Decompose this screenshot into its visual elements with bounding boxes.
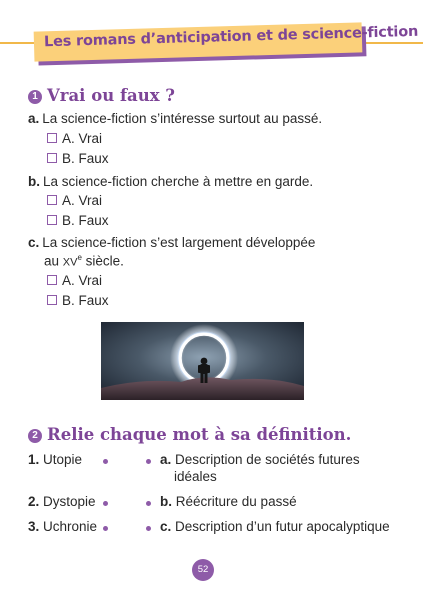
checkbox-icon[interactable] (47, 195, 57, 205)
match-dot-left-2[interactable] (103, 501, 108, 506)
astronaut-illustration (101, 322, 304, 400)
section2-heading (28, 425, 351, 444)
question-b: b. La science-fiction cherche à mettre en garde. (28, 174, 314, 189)
page-number: 52 (192, 559, 214, 581)
word-dystopie: 2. Dystopie (28, 494, 96, 509)
section1-heading (28, 86, 175, 105)
section-number-badge: 2 (28, 429, 42, 443)
section2-title: Relie chaque mot à sa définition. (47, 425, 352, 444)
question-a: a. La science-fiction s’intéresse surtout au passé. (28, 111, 323, 126)
checkbox-icon[interactable] (47, 295, 57, 305)
option-a-vrai[interactable]: A. Vrai (47, 131, 102, 146)
checkbox-icon[interactable] (47, 133, 57, 143)
option-b-faux[interactable]: B. Faux (47, 213, 109, 228)
section1-title: Vrai ou faux ? (47, 86, 175, 105)
word-uchronie: 3. Uchronie (28, 519, 98, 534)
option-c-vrai[interactable]: A. Vrai (47, 273, 102, 288)
page-title: Les romans d’anticipation et de science-fiction (43, 23, 419, 51)
option-b-vrai[interactable]: A. Vrai (47, 193, 102, 208)
option-a-faux[interactable]: B. Faux (47, 151, 109, 166)
definition-b: b. Réécriture du passé (160, 494, 297, 509)
question-c-line2: au XVe siècle. (44, 253, 124, 269)
checkbox-icon[interactable] (47, 275, 57, 285)
match-dot-right-c[interactable] (146, 526, 151, 531)
match-dot-right-b[interactable] (146, 501, 151, 506)
match-dot-left-3[interactable] (103, 526, 108, 531)
definition-c: c. Description d’un futur apocalyptique (160, 519, 390, 534)
checkbox-icon[interactable] (47, 215, 57, 225)
section-number-badge: 1 (28, 90, 42, 104)
checkbox-icon[interactable] (47, 153, 57, 163)
definition-a: a. Description de sociétés futures (160, 452, 360, 467)
option-c-faux[interactable]: B. Faux (47, 293, 109, 308)
question-c: c. La science-fiction s’est largement développée (28, 235, 316, 250)
match-dot-right-a[interactable] (146, 459, 151, 464)
definition-a-line2: idéales (174, 469, 217, 484)
word-utopie: 1. Utopie (28, 452, 83, 467)
match-dot-left-1[interactable] (103, 459, 108, 464)
